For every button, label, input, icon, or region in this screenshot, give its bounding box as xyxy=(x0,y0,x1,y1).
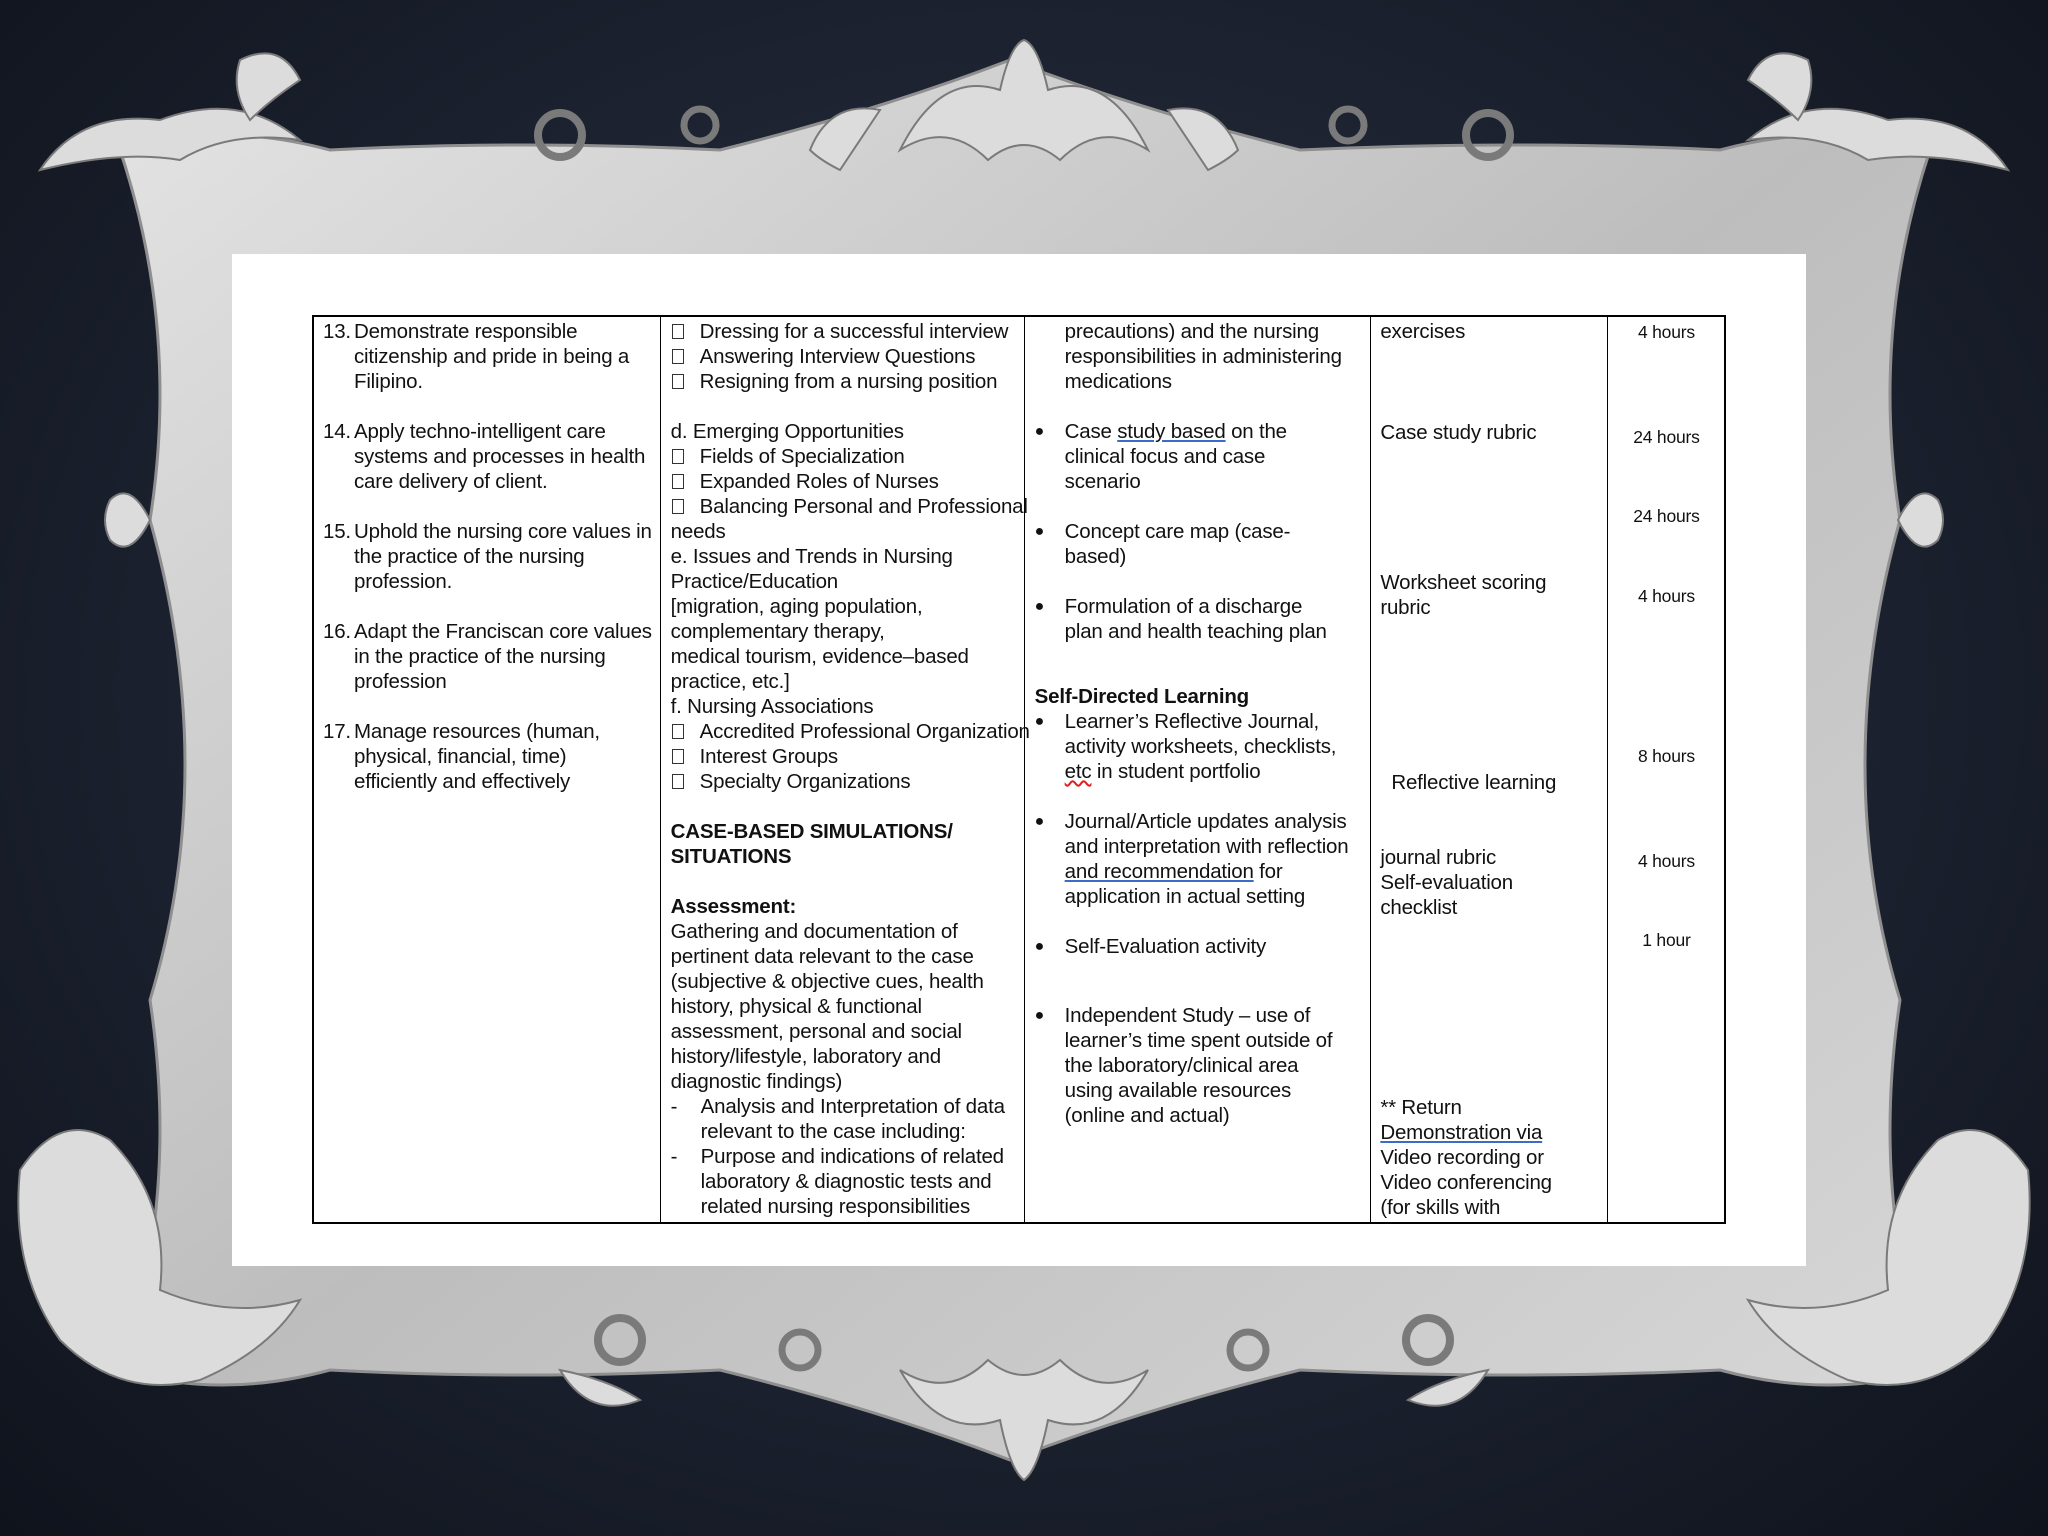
list-item: - Purpose and indications of related laboratory & diagnostic tests and related nursing responsibilities xyxy=(670,1145,1004,1218)
tool-return-demo: ** Return Demonstration via Video recording or Video conferencing (for skills with xyxy=(1380,1096,1552,1219)
hours-cell: 4 hours xyxy=(1637,586,1695,606)
list-item: Interest Groups xyxy=(671,744,1024,769)
checkbox-glyph-icon xyxy=(672,374,684,389)
section-heading: e. Issues and Trends in Nursing xyxy=(670,545,953,568)
hours-cell: 1 hour xyxy=(1642,930,1691,950)
tool-case-rubric: Case study rubric xyxy=(1380,421,1537,444)
activity-case-study: ● Case study based on the clinical focus and case scenario xyxy=(1034,420,1287,493)
activities-column: precautions) and the nursing responsibilities in administering medications ● Case study based on the clinical focus and case scenario ● Concept care map (case- based) ● Formulation of a discharge plan and health teaching plan Self-Directed Learning ● Learner’s Reflective Journal, activity worksheets, checklists, etc in student portfolio ● Journal/Article updates analysis and interpretation with reflection and recommendation for application in actual setting ● Self-Evaluation activity ● Independent Study – use of learner’s time spent outside of the laboratory/clinical area using available resources (online and actual) xyxy=(1025,317,1372,1222)
checkbox-glyph-icon xyxy=(672,499,684,514)
hours-cell: 4 hours xyxy=(1637,322,1695,342)
list-item: Balancing Personal and Professional xyxy=(671,494,1024,519)
tool-exercises: exercises xyxy=(1380,320,1466,343)
hours-column xyxy=(1608,317,1724,1222)
activity-independent-study: ● Independent Study – use of learner’s time spent outside of the laboratory/clinical area using available resources (online and actual) xyxy=(1034,1004,1333,1127)
checkbox-glyph-icon xyxy=(672,324,684,339)
checkbox-glyph-icon xyxy=(672,724,684,739)
objective-15: 15. Uphold the nursing core values in the practice of the nursing profession. xyxy=(323,520,652,593)
section-heading: f. Nursing Associations xyxy=(670,695,874,718)
hours-cell: 24 hours xyxy=(1633,427,1700,447)
case-heading-cont: SITUATIONS xyxy=(670,845,792,868)
checkbox-glyph-icon xyxy=(672,474,684,489)
tool-self-eval-checklist: Self-evaluation checklist xyxy=(1380,871,1513,919)
objective-16: 16. Adapt the Franciscan core values in the practice of the nursing profession xyxy=(323,620,652,693)
tool-journal-rubric: Reflective learning journal rubric xyxy=(1380,771,1557,869)
list-item: Answering Interview Questions xyxy=(671,344,1024,369)
list-item: Accredited Professional Organization xyxy=(671,719,1024,744)
assessment-heading: Assessment: xyxy=(670,895,797,918)
list-item: - Analysis and Interpretation of data relevant to the case including: xyxy=(670,1095,1005,1143)
checkbox-glyph-icon xyxy=(672,749,684,764)
tool-worksheet-rubric: Worksheet scoring rubric xyxy=(1380,571,1547,619)
list-item: Fields of Specialization xyxy=(671,444,1024,469)
curriculum-table xyxy=(312,315,1726,1224)
assessment-tools-column xyxy=(1371,317,1608,1222)
checkbox-glyph-icon xyxy=(672,774,684,789)
objective-13: 13. Demonstrate responsible citizenship and pride in being a Filipino. xyxy=(323,320,630,393)
list-item: Expanded Roles of Nurses xyxy=(671,469,1024,494)
activity-discharge-plan: ● Formulation of a discharge plan and health teaching plan xyxy=(1034,595,1327,643)
hours-cell: 4 hours xyxy=(1637,851,1695,871)
list-item: Specialty Organizations xyxy=(671,769,1024,794)
outcomes-column xyxy=(314,317,661,1222)
case-heading: CASE-BASED SIMULATIONS/ xyxy=(670,820,953,843)
list-item: Resigning from a nursing position xyxy=(671,369,1024,394)
checkbox-glyph-icon xyxy=(672,349,684,364)
section-heading: d. Emerging Opportunities xyxy=(670,420,904,443)
activity-article-analysis: ● Journal/Article updates analysis and interpretation with reflection and recommendation for application in actual setting xyxy=(1034,810,1349,908)
hours-cell: 8 hours xyxy=(1637,746,1695,766)
sdl-heading: Self-Directed Learning xyxy=(1034,685,1249,708)
list-item: Dressing for a successful interview xyxy=(671,319,1024,344)
objective-14: 14. Apply techno-intelligent care systems and processes in health care delivery of client. xyxy=(323,420,646,493)
hours-cell: 24 hours xyxy=(1633,506,1700,526)
objective-17: 17. Manage resources (human, physical, financial, time) efficiently and effectively xyxy=(323,720,600,793)
content-column: Dressing for a successful interview Answering Interview Questions Resigning from a nursing position d. Emerging Opportunities Fields of Specialization Expanded Roles of Nurses Balancing Personal and Professional needs e. Issues and Trends in Nursing Practice/Education [migration, aging population, complementary therapy, medical tourism, evidence–based practice, etc.] f. Nursing Associations Accredited Professional Organization Interest Groups Specialty Organizations CASE-BASED SIMULATIONS/ SITUATIONS Assessment: Gathering and documentation of pertinent data relevant to the case (subjective & objective cues, health history, physical & functional assessment, personal and social history/lifestyle, laboratory and diagnostic findings) - Analysis and Interpretation of data relevant to the case including: - Purpose and indications of related laboratory & diagnostic tests and related nursing responsibilities xyxy=(661,317,1025,1222)
activity-reflective-journal: ● Learner’s Reflective Journal, activity worksheets, checklists, etc in student portfolio xyxy=(1034,710,1337,783)
activity-self-evaluation: ● Self-Evaluation activity xyxy=(1034,935,1267,958)
activity-concept-map: ● Concept care map (case- based) xyxy=(1034,520,1291,568)
checkbox-glyph-icon xyxy=(672,449,684,464)
